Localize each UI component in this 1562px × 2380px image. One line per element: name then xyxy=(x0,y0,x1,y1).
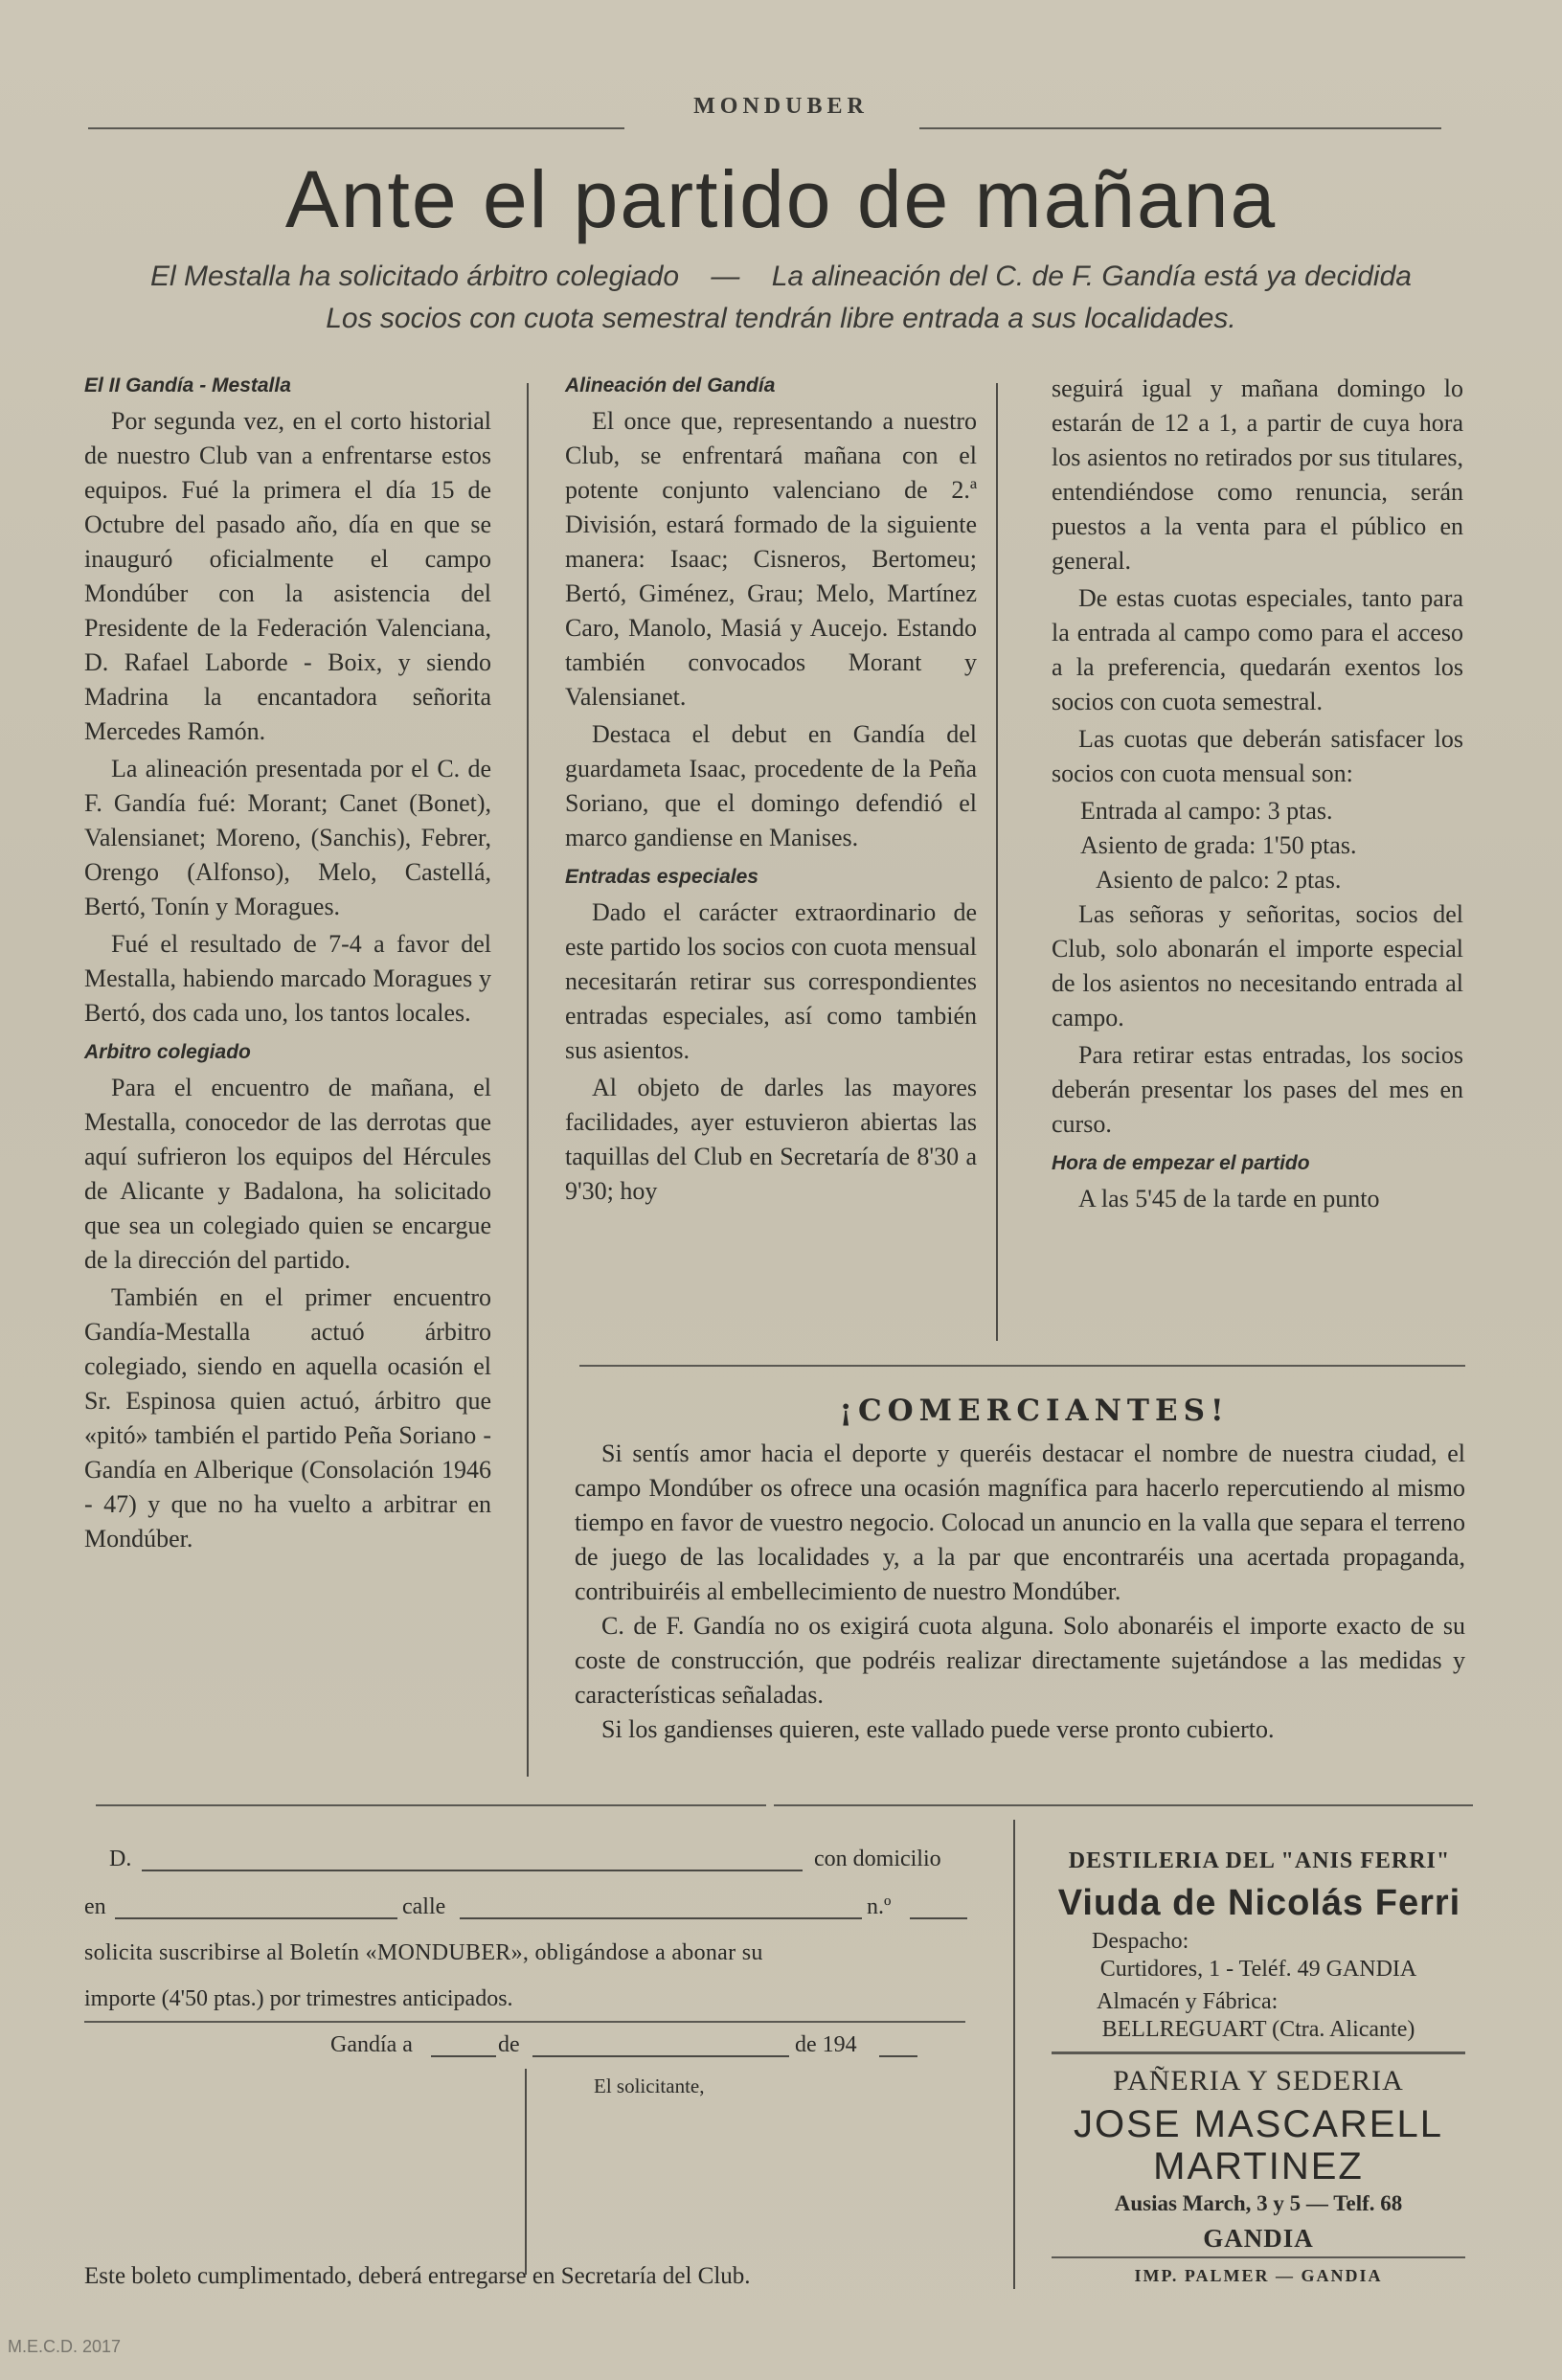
ads-separator xyxy=(1052,2051,1465,2054)
subheadline-right: La alineación del C. de F. Gandía está ya decidida xyxy=(771,261,1412,292)
subheadline-left: El Mestalla ha solicitado árbitro colegiado xyxy=(150,261,680,292)
comerciantes-title: ¡COMERCIANTES! xyxy=(839,1394,1230,1428)
masthead-rule-left xyxy=(88,127,624,129)
form-en-label: en xyxy=(84,1894,106,1919)
form-de-label: de xyxy=(498,2032,520,2057)
form-solicitante-label: El solicitante, xyxy=(594,2074,705,2097)
day-field[interactable] xyxy=(431,2055,496,2057)
section-heading-alineacion: Alineación del Gandía xyxy=(565,374,776,397)
column-2 xyxy=(565,372,977,1212)
col3-paragraph-6: A las 5'45 de la tarde en punto xyxy=(1078,1185,1380,1213)
ad1-almacen-label: Almacén y Fábrica: xyxy=(1097,1989,1279,2014)
col1-paragraph-1: Por segunda vez, en el corto historial de nuestro Club van a enfrentarse estos equipos. Fué la primera el día 15 de Octubre del pasado año, día en que se inauguró oficialmente el campo Mondúber con la asistencia del Presidente de la Federación Valenciana, D. Rafael Laborde - Boix, y siendo Madrina la encantadora señorita Mercedes Ramón. xyxy=(84,407,491,745)
form-calle-label: calle xyxy=(402,1894,446,1919)
form-numero-label: n.º xyxy=(867,1894,892,1919)
ad2-address: Ausias March, 3 y 5 — Telf. 68 xyxy=(1114,2191,1403,2215)
col3-paragraph-4: Las señoras y señoritas, socios del Club, solo abonarán el importe especial de los asientos no necesitando entrada al campo. xyxy=(1052,900,1463,1031)
col1-paragraph-5: También en el primer encuentro Gandía-Mestalla actuó árbitro colegiado, siendo en aquella ocasión el Sr. Espinosa quien actuó, árbitro que «pitó» también el partido Peña Soriano - Gandía en Alberique (Consolación 1946 - 47) y que no ha vuelto a arbitrar en Mondúber. xyxy=(84,1283,491,1553)
form-delivery-note: Este boleto cumplimentado, deberá entregarse en Secretaría del Club. xyxy=(84,2263,751,2289)
section-heading-gandia-mestalla: El II Gandía - Mestalla xyxy=(84,374,291,397)
archive-stamp: M.E.C.D. 2017 xyxy=(8,2337,122,2356)
form-year-label: de 194 xyxy=(795,2032,857,2057)
month-field[interactable] xyxy=(532,2055,789,2057)
ad1-address: Curtidores, 1 - Teléf. 49 GANDIA xyxy=(1099,1957,1417,1982)
ad2-name-line-2: MARTINEZ xyxy=(1153,2145,1364,2187)
col2-paragraph-4: Al objeto de darles las mayores facilidades, ayer estuvieron abiertas las taquillas del Club en Secretaría de 8'30 a 9'30; hoy xyxy=(565,1074,977,1205)
city-field[interactable] xyxy=(115,1917,397,1919)
masthead-rule-right xyxy=(919,127,1441,129)
comerciantes-paragraph-1: Si sentís amor hacia el deporte y queréis destacar el nombre de nuestra ciudad, el campo Mondúber os ofrece una ocasión magnífica para hacerlo repercutiendo al mismo tiempo en favor de vuestro negocio. Colocad un anuncio en la valla que separa el terreno de juego de las localidades y, a la par que encontraréis una acertada propaganda, contribuiréis al embellecimiento de nuestro Mondúber. xyxy=(575,1439,1465,1605)
form-box-divider xyxy=(525,2069,527,2275)
comerciantes-top-rule xyxy=(579,1365,1465,1367)
column-divider-1 xyxy=(527,383,529,1777)
comerciantes-body xyxy=(575,1437,1465,1747)
subheadline-line-2: Los socios con cuota semestral tendrán libre entrada a sus localidades. xyxy=(326,303,1236,334)
price-palco: Asiento de palco: 2 ptas. xyxy=(1096,866,1342,894)
col2-paragraph-2: Destaca el debut en Gandía del guardameta Isaac, procedente de la Peña Soriano, que el domingo defendió el marco gandiense en Manises. xyxy=(565,720,977,851)
comerciantes-paragraph-2: C. de F. Gandía no os exigirá cuota alguna. Solo abonaréis el importe exacto de su coste de construcción, que podréis realizar directamente sujetándose a las medidas y características señaladas. xyxy=(575,1612,1465,1709)
ad1-heading: DESTILERIA DEL "ANIS FERRI" xyxy=(1068,1848,1451,1873)
form-ads-divider xyxy=(1013,1820,1015,2289)
col1-paragraph-2: La alineación presentada por el C. de F. Gandía fué: Morant; Canet (Bonet), Valensianet; Moreno, (Sanchis), Febrer, Orengo (Alfonso), Melo, Castellá, Bertó, Tonín y Moragues. xyxy=(84,755,491,920)
form-gandia-label: Gandía a xyxy=(330,2032,413,2057)
section-heading-arbitro: Arbitro colegiado xyxy=(84,1041,251,1063)
ad2-heading: PAÑERIA Y SEDERIA xyxy=(1113,2065,1404,2097)
ad1-company-name: Viuda de Nicolás Ferri xyxy=(1057,1883,1461,1923)
ad2-name-line-1: JOSE MASCARELL xyxy=(1074,2103,1443,2145)
masthead: MONDUBER xyxy=(693,94,869,119)
printer-imprint: IMP. PALMER — GANDIA xyxy=(1134,2266,1383,2285)
col3-paragraph-5: Para retirar estas entradas, los socios deberán presentar los pases del mes en curso. xyxy=(1052,1041,1463,1138)
price-grada: Asiento de grada: 1'50 ptas. xyxy=(1080,831,1357,859)
form-date-rule xyxy=(84,2021,965,2023)
col1-paragraph-3: Fué el resultado de 7-4 a favor del Mestalla, habiendo marcado Moragues y Bertó, dos cada uno, los tantos locales. xyxy=(84,930,491,1027)
section-heading-entradas: Entradas especiales xyxy=(565,866,758,888)
number-field[interactable] xyxy=(910,1917,967,1919)
column-3 xyxy=(1052,372,1463,1219)
col3-paragraph-3: Las cuotas que deberán satisfacer los socios con cuota mensual son: xyxy=(1052,725,1463,787)
form-request-line: solicita suscribirse al Boletín «MONDUBER», obligándose a abonar su xyxy=(84,1940,763,1965)
subheadline-line-1 xyxy=(57,261,1505,293)
subheadline-dash: — xyxy=(711,261,740,292)
col3-paragraph-1: seguirá igual y mañana domingo lo estarán de 12 a 1, a partir de cuya hora los asientos no retirados por sus titulares, entendiéndose como renuncia, serán puestos a la venta para el público en general. xyxy=(1052,374,1463,575)
price-entrada: Entrada al campo: 3 ptas. xyxy=(1080,797,1333,825)
form-d-label: D. xyxy=(109,1847,132,1871)
year-field[interactable] xyxy=(879,2055,917,2057)
column-1 xyxy=(84,372,491,1559)
column-divider-2 xyxy=(996,383,998,1341)
col2-paragraph-3: Dado el carácter extraordinario de este partido los socios con cuota mensual necesitarán retirar sus correspondientes entradas especiales, así como también sus asientos. xyxy=(565,898,977,1064)
form-separator-left xyxy=(96,1804,766,1806)
comerciantes-paragraph-3: Si los gandienses quieren, este vallado puede verse pronto cubierto. xyxy=(601,1715,1275,1743)
col2-paragraph-1: El once que, representando a nuestro Club, se enfrentará mañana con el potente conjunto valenciano de 2.ª División, estará formado de la siguiente manera: Isaac; Cisneros, Bertomeu; Bertó, Giménez, Grau; Melo, Martínez Caro, Manolo, Masiá y Aucejo. Estando también convocados Morant y Valensianet. xyxy=(565,407,977,711)
ad1-despacho-label: Despacho: xyxy=(1092,1929,1189,1954)
form-domicilio-label: con domicilio xyxy=(814,1847,941,1871)
col1-paragraph-4: Para el encuentro de mañana, el Mestalla, conocedor de las derrotas que aquí sufrieron los equipos del Hércules de Alicante y Badalona, ha solicitado que sea un colegiado quien se encargue de la dirección del partido. xyxy=(84,1074,491,1274)
ad2-city: GANDIA xyxy=(1203,2224,1314,2253)
col3-paragraph-2: De estas cuotas especiales, tanto para la entrada al campo como para el acceso a la preferencia, quedarán exentos los socios con cuota semestral. xyxy=(1052,584,1463,715)
name-field[interactable] xyxy=(142,1870,803,1871)
street-field[interactable] xyxy=(460,1917,862,1919)
ad2-bottom-rule xyxy=(1052,2256,1465,2258)
section-heading-hora: Hora de empezar el partido xyxy=(1052,1152,1310,1174)
headline: Ante el partido de mañana xyxy=(284,154,1278,244)
ad1-factory: BELLREGUART (Ctra. Alicante) xyxy=(1101,2017,1415,2042)
form-price-line: importe (4'50 ptas.) por trimestres anticipados. xyxy=(84,1986,513,2011)
form-separator-right xyxy=(774,1804,1473,1806)
